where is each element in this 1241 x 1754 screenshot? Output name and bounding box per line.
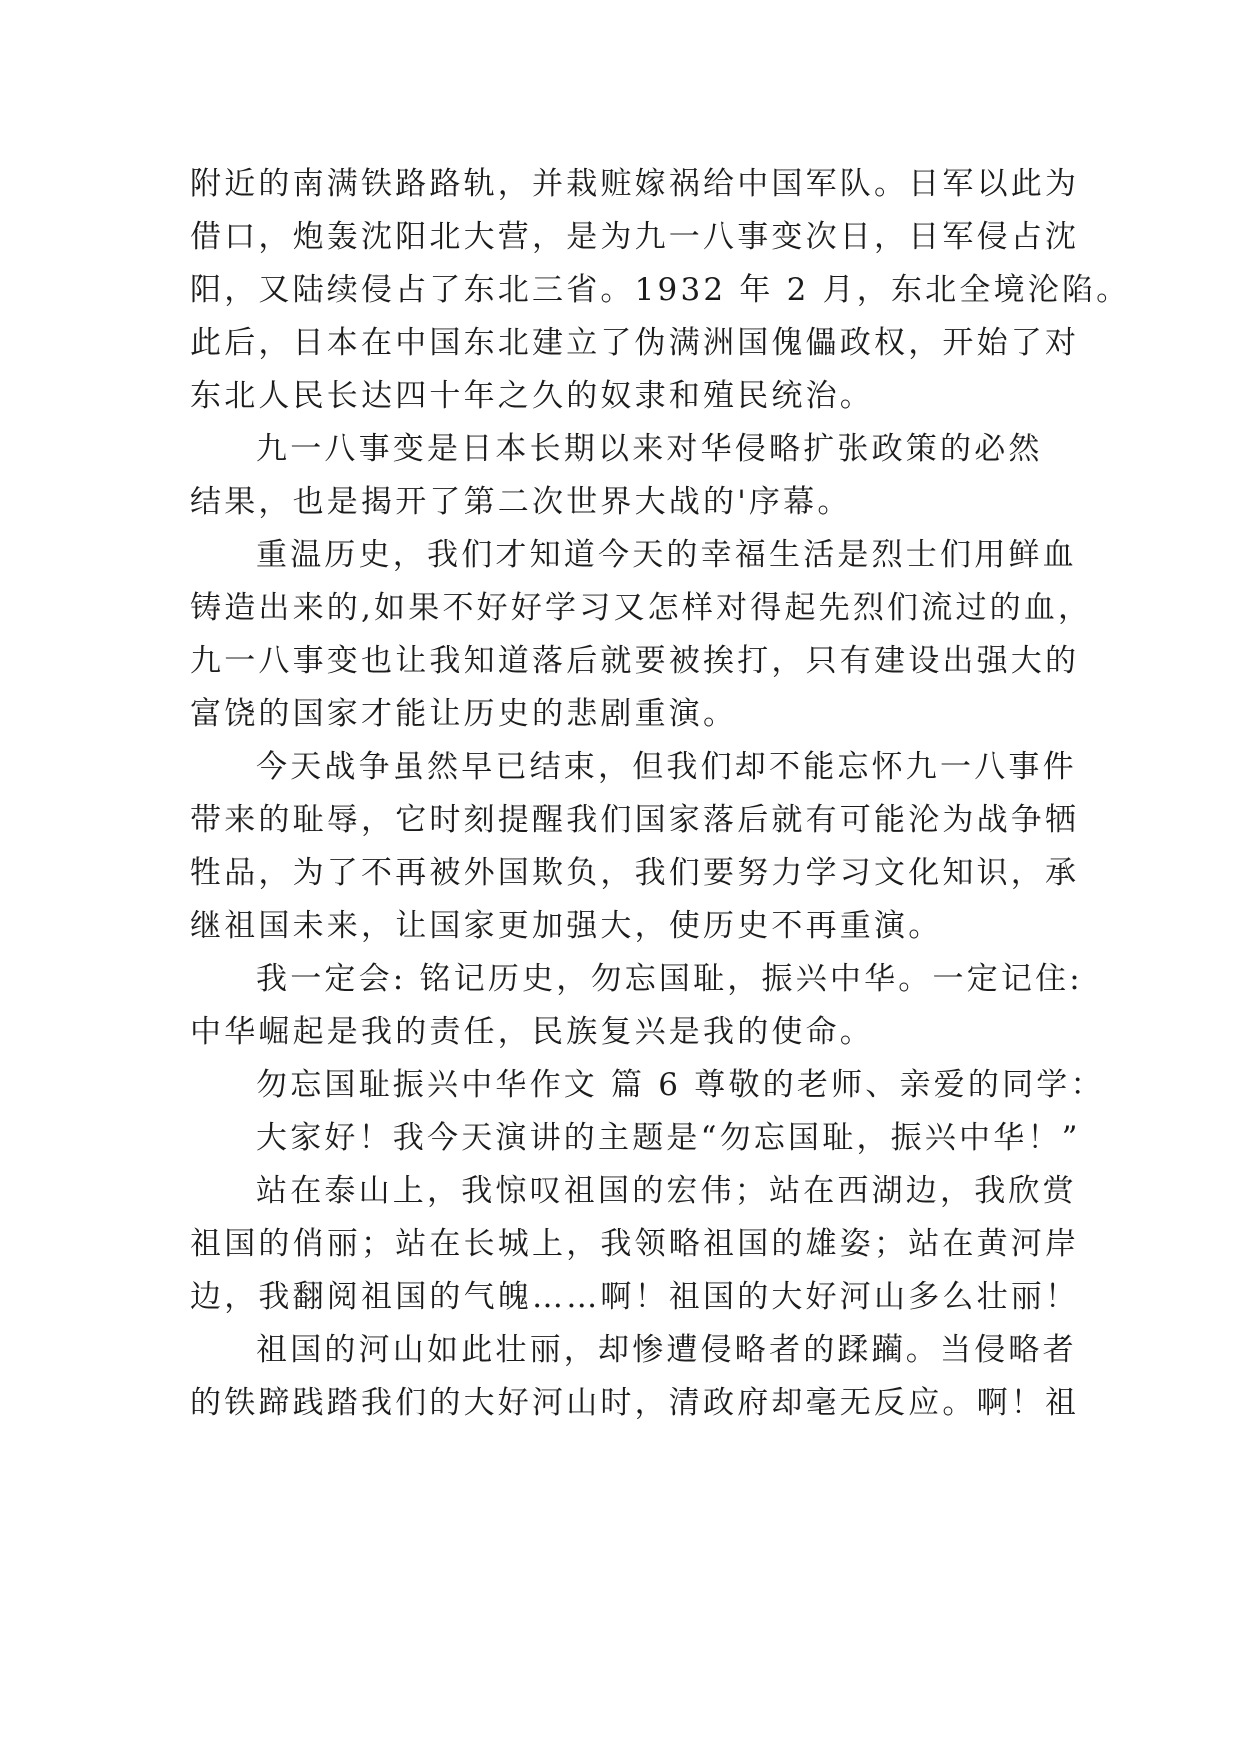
text-line: 九一八事变也让我知道落后就要被挨打，只有建设出强大的 bbox=[190, 643, 1080, 679]
text-line: 勿忘国耻振兴中华作文 篇 6 尊敬的老师、亲爱的同学： bbox=[256, 1067, 1105, 1103]
document-body bbox=[190, 158, 1131, 1430]
text-line: 附近的南满铁路路轨，并栽赃嫁祸给中国军队。日军以此为 bbox=[190, 166, 1080, 202]
text-line: 今天战争虽然早已结束，但我们却不能忘怀九一八事件 bbox=[256, 749, 1077, 785]
text-line: 大家好！我今天演讲的主题是“勿忘国耻，振兴中华！” bbox=[256, 1120, 1081, 1156]
text-line: 阳，又陆续侵占了东北三省。1932 年 2 月，东北全境沦陷。 bbox=[190, 272, 1131, 308]
text-line: 我一定会: 铭记历史，勿忘国耻，振兴中华。一定记住: bbox=[256, 961, 1083, 997]
text-line: 祖国的河山如此壮丽，却惨遭侵略者的蹂躏。当侵略者 bbox=[256, 1332, 1077, 1368]
text-line: 此后，日本在中国东北建立了伪满洲国傀儡政权，开始了对 bbox=[190, 325, 1080, 361]
text-line: 继祖国未来，让国家更加强大，使历史不再重演。 bbox=[190, 908, 943, 944]
text-line: 祖国的俏丽；站在长城上，我领略祖国的雄姿；站在黄河岸 bbox=[190, 1226, 1080, 1262]
text-line: 富饶的国家才能让历史的悲剧重演。 bbox=[190, 696, 738, 732]
text-line: 铸造出来的,如果不好好学习又怎样对得起先烈们流过的血， bbox=[190, 590, 1093, 626]
text-line: 牲品，为了不再被外国欺负，我们要努力学习文化知识，承 bbox=[190, 855, 1080, 891]
text-line: 东北人民长达四十年之久的奴隶和殖民统治。 bbox=[190, 378, 874, 414]
text-line: 中华崛起是我的责任，民族复兴是我的使命。 bbox=[190, 1014, 874, 1050]
text-line: 借口，炮轰沈阳北大营，是为九一八事变次日，日军侵占沈 bbox=[190, 219, 1080, 255]
text-line: 九一八事变是日本长期以来对华侵略扩张政策的必然 bbox=[256, 431, 1043, 467]
text-line: 边，我翻阅祖国的气魄……啊！祖国的大好河山多么壮丽！ bbox=[190, 1279, 1080, 1315]
text-line: 站在泰山上，我惊叹祖国的宏伟；站在西湖边，我欣赏 bbox=[256, 1173, 1077, 1209]
text-line: 结果，也是揭开了第二次世界大战的'序幕。 bbox=[190, 484, 852, 520]
text-line: 重温历史，我们才知道今天的幸福生活是烈士们用鲜血 bbox=[256, 537, 1077, 573]
text-line: 的铁蹄践踏我们的大好河山时，清政府却毫无反应。啊！祖 bbox=[190, 1385, 1080, 1421]
text-line: 带来的耻辱，它时刻提醒我们国家落后就有可能沦为战争牺 bbox=[190, 802, 1080, 838]
